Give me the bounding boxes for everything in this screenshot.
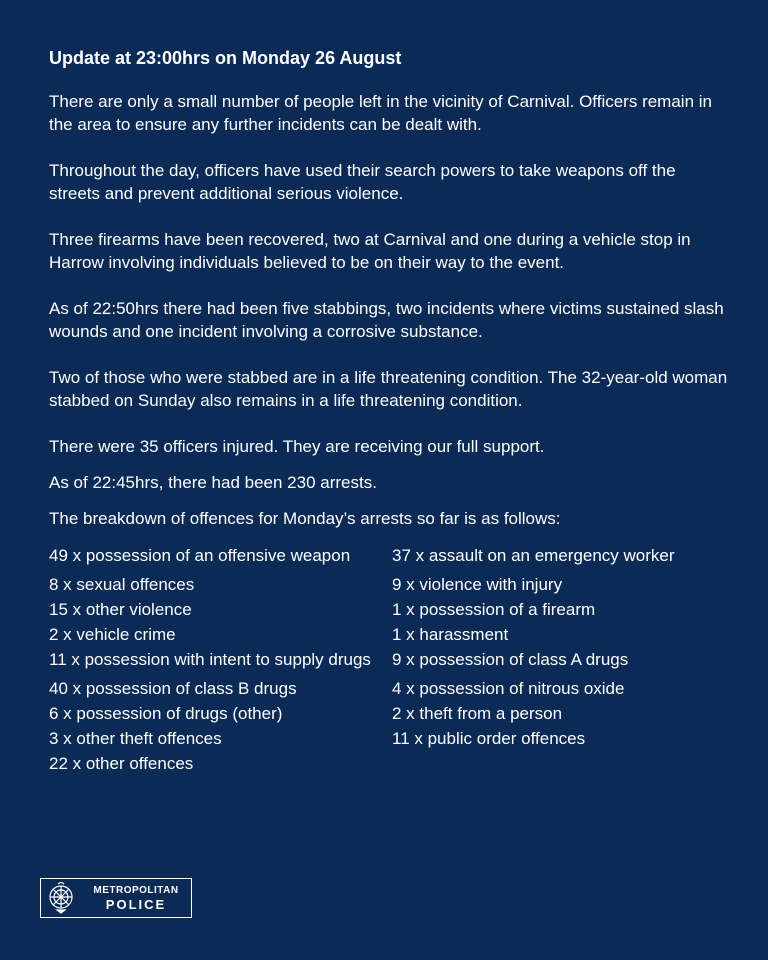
- offence-item: 9 x violence with injury: [392, 575, 563, 594]
- offence-item: 3 x other theft offences: [49, 729, 222, 748]
- offence-item: 11 x public order offences: [392, 729, 586, 748]
- offence-item: 37 x assault on an emergency worker: [392, 546, 675, 565]
- paragraph: Two of those who were stabbed are in a life threatening condition. The 32-year-old woman stabbed on Sunday also remains in a life threatening condition.: [49, 368, 728, 410]
- offence-item: 49 x possession of an offensive weapon: [49, 546, 351, 565]
- offence-item: 2 x theft from a person: [392, 704, 563, 723]
- paragraph: As of 22:50hrs there had been five stabbings, two incidents where victims sustained slash wounds and one incident involving a corrosive substance.: [49, 299, 724, 341]
- paragraph: As of 22:45hrs, there had been 230 arrests.: [49, 473, 377, 492]
- paragraph: Three firearms have been recovered, two at Carnival and one during a vehicle stop in Harrow involving individuals believed to be on their way to the event.: [49, 230, 691, 272]
- statement-body: [49, 46, 729, 777]
- crest-icon: [41, 879, 81, 917]
- offence-item: 22 x other offences: [49, 754, 194, 773]
- offence-item: 1 x harassment: [392, 625, 509, 644]
- paragraph: The breakdown of offences for Monday’s arrests so far is as follows:: [49, 509, 561, 528]
- offence-item: 1 x possession of a firearm: [392, 600, 596, 619]
- offence-item: 40 x possession of class B drugs: [49, 679, 297, 698]
- logo-line-police: POLICE: [105, 897, 167, 912]
- offences-list: [49, 544, 729, 777]
- paragraph: There are only a small number of people left in the vicinity of Carnival. Officers remain in the area to ensure any further incidents can be dealt with.: [49, 92, 712, 134]
- update-title: Update at 23:00hrs on Monday 26 August: [49, 48, 402, 68]
- offence-item: 15 x other violence: [49, 600, 192, 619]
- offence-item: 6 x possession of drugs (other): [49, 704, 283, 723]
- offence-item: 4 x possession of nitrous oxide: [392, 679, 625, 698]
- logo-line-metropolitan: METROPOLITAN: [93, 885, 179, 896]
- offence-item: 2 x vehicle crime: [49, 625, 176, 644]
- paragraph: Throughout the day, officers have used their search powers to take weapons off the streets and prevent additional serious violence.: [49, 161, 676, 203]
- offence-item: 11 x possession with intent to supply drugs: [49, 650, 371, 669]
- offence-item-empty: [392, 752, 729, 777]
- metropolitan-police-logo: [40, 878, 192, 918]
- offence-item: 9 x possession of class A drugs: [392, 650, 629, 669]
- logo-text: [81, 884, 191, 912]
- paragraph: There were 35 officers injured. They are receiving our full support.: [49, 437, 545, 456]
- offence-item: 8 x sexual offences: [49, 575, 195, 594]
